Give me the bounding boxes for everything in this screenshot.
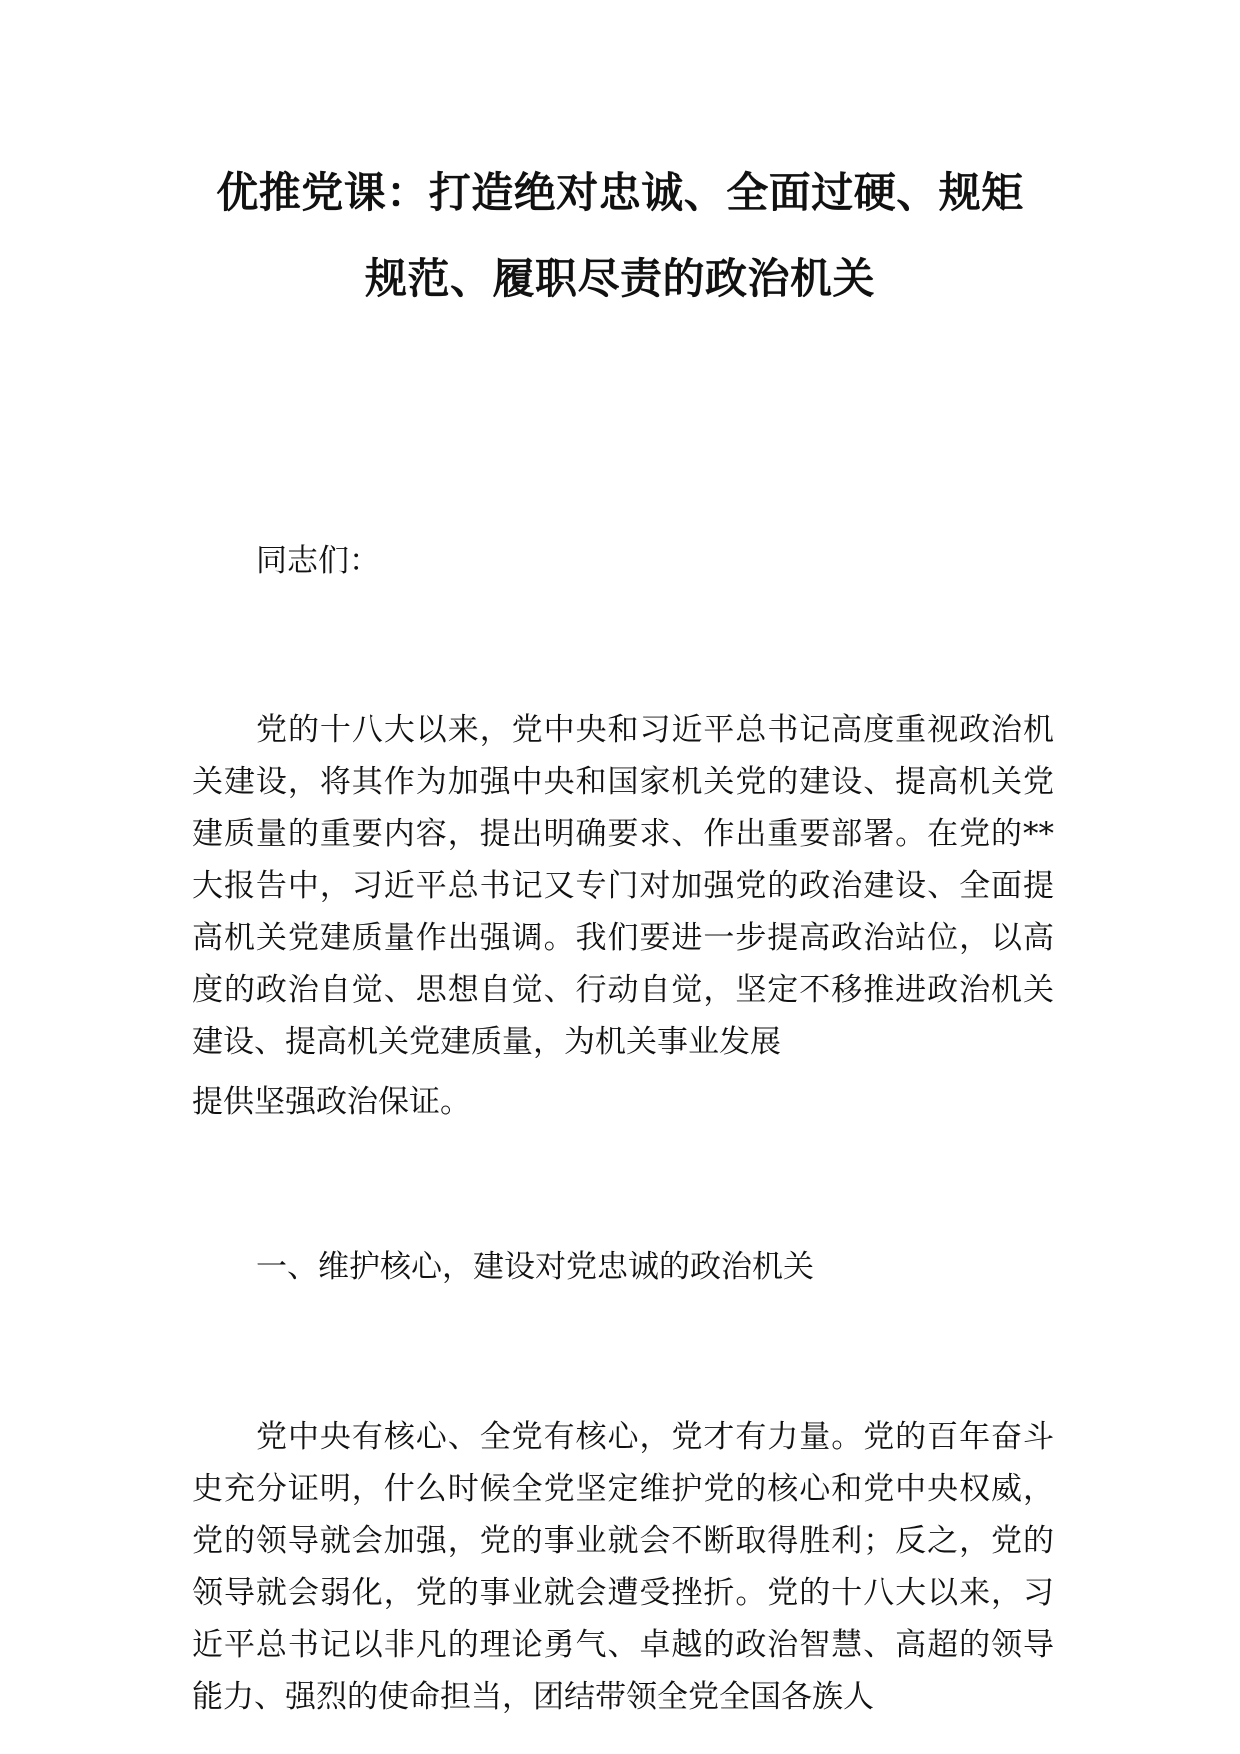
title-line-2: 规范、履职尽责的政治机关 xyxy=(364,254,875,303)
paragraph-section-1: 党中央有核心、全党有核心，党才有力量。党的百年奋斗史充分证明，什么时候全党坚定维护党的核心和党中央权威，党的领导就会加强，党的事业就会不断取得胜利；反之，党的领导就会弱化，党的事业就会遭受挫折。党的十八大以来，习近平总书记以非凡的理论勇气、卓越的政治智慧、高超的领导能力、强烈的使命担当，团结带领全党全国各族人 xyxy=(192,1419,1054,1715)
paragraph-intro xyxy=(192,704,1054,1128)
paragraph-intro-text: 党的十八大以来，党中央和习近平总书记高度重视政治机关建设，将其作为加强中央和国家机关党的建设、提高机关党建质量的重要内容，提出明确要求、作出重要部署。在党的**大报告中，习近平总书记又专门对加强党的政治建设、全面提高机关党建质量作出强调。我们要进一步提高政治站位，以高度的政治自觉、思想自觉、行动自觉，坚定不移推进政治机关建设、提高机关党建质量，为机关事业发展 xyxy=(192,712,1054,1060)
salutation: 同志们： xyxy=(256,543,380,579)
title-line-1: 优推党课：打造绝对忠诚、全面过硬、规矩 xyxy=(216,168,1024,217)
paragraph-intro-tail: 提供坚强政治保证。 xyxy=(192,1084,471,1120)
document-title xyxy=(190,150,1050,322)
section-heading-1: 一、维护核心，建设对党忠诚的政治机关 xyxy=(256,1249,814,1285)
